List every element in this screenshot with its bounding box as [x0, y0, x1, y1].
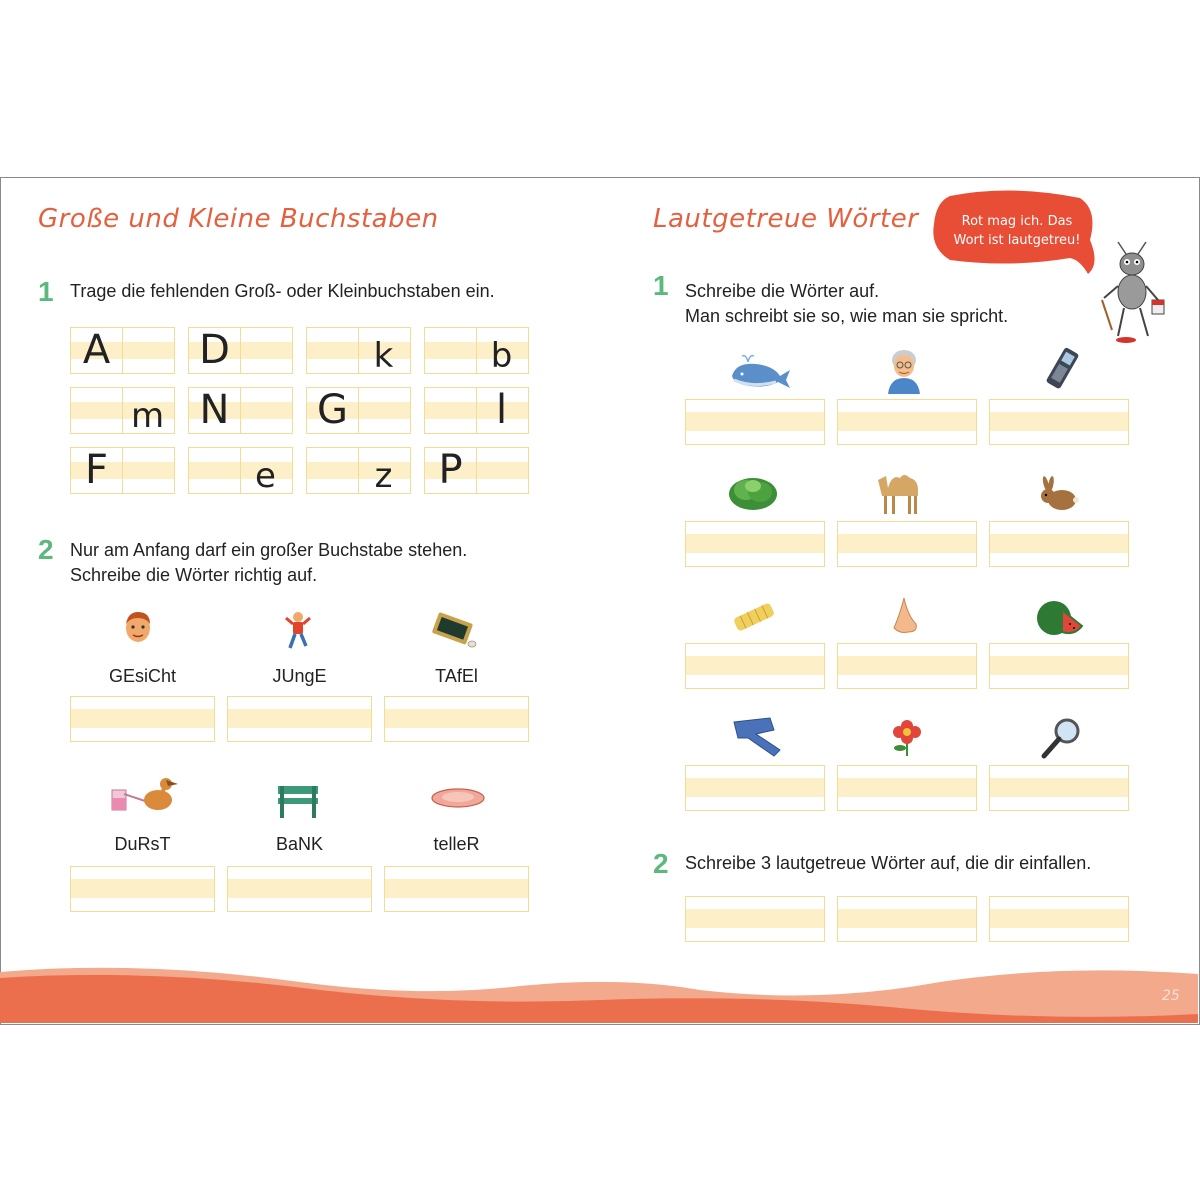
right-task1-line2: Man schreibt sie so, wie man sie spricht.	[685, 306, 1009, 326]
letter-box[interactable]	[424, 327, 529, 374]
letter-box-letter: z	[374, 456, 393, 496]
letter-box-divider	[240, 388, 241, 433]
left-task1-number: 1	[38, 276, 54, 307]
left-task2-number: 2	[38, 534, 54, 565]
word-prompt: JUngE	[272, 666, 327, 686]
right-task2-text: Schreibe 3 lautgetreue Wörter auf, die dir einfallen.	[685, 853, 1092, 873]
letter-box-letter: k	[373, 336, 394, 376]
right-task1-instruction	[685, 279, 1008, 329]
answer-line[interactable]	[837, 399, 977, 445]
right-task2-instruction	[685, 851, 1091, 876]
letter-box-divider	[240, 328, 241, 373]
letter-box-divider	[122, 448, 123, 493]
drinking-bird-icon	[108, 772, 180, 820]
letter-box-letter: F	[84, 447, 108, 493]
answer-line[interactable]	[989, 521, 1129, 567]
melon-icon	[1034, 596, 1084, 640]
answer-line[interactable]	[384, 866, 529, 912]
letter-box-divider	[122, 328, 123, 373]
letter-box-letter: A	[82, 327, 111, 373]
left-task1-instruction	[70, 279, 495, 304]
bubble-line1: Rot mag ich. Das	[961, 214, 1073, 229]
magnifier-icon	[1040, 716, 1082, 760]
word-prompt: DuRsT	[114, 834, 171, 854]
plate-icon	[430, 786, 486, 810]
slate-icon	[430, 612, 478, 650]
jeans-icon	[730, 716, 784, 758]
answer-line[interactable]	[227, 696, 372, 742]
left-task2-instruction	[70, 538, 467, 588]
answer-line[interactable]	[837, 643, 977, 689]
answer-line[interactable]	[227, 866, 372, 912]
answer-line[interactable]	[837, 521, 977, 567]
letter-box-letter: b	[490, 336, 513, 376]
letter-box-letter: m	[130, 396, 165, 436]
letter-box-letter: G	[317, 387, 348, 433]
flower-icon	[888, 718, 926, 758]
left-task2-line1: Nur am Anfang darf ein großer Buchstabe stehen.	[70, 540, 468, 560]
answer-line[interactable]	[384, 696, 529, 742]
letter-box-divider	[358, 388, 359, 433]
whale-icon	[728, 352, 792, 392]
left-task2-line2: Schreibe die Wörter richtig auf.	[70, 565, 318, 585]
phone-icon	[1044, 346, 1080, 392]
word-prompt: BaNK	[275, 834, 324, 854]
right-task1-number: 1	[653, 270, 669, 301]
camel-icon	[872, 466, 928, 516]
answer-line[interactable]	[70, 696, 215, 742]
bench-icon	[274, 782, 322, 820]
left-task1-text: Trage die fehlenden Groß- oder Kleinbuchstaben ein.	[70, 281, 495, 301]
answer-line[interactable]	[837, 896, 977, 942]
answer-line[interactable]	[989, 896, 1129, 942]
right-page-number: 25	[1162, 988, 1180, 1004]
letter-box-divider	[476, 448, 477, 493]
right-page-title: Lautgetreue Wörter	[653, 204, 919, 234]
speech-bubble-text	[938, 212, 1096, 250]
answer-line[interactable]	[989, 643, 1129, 689]
answer-line[interactable]	[685, 896, 825, 942]
grandma-icon	[884, 346, 924, 394]
letter-box[interactable]	[188, 387, 293, 434]
left-page-title: Große und Kleine Buchstaben	[38, 204, 439, 234]
letter-box[interactable]	[306, 387, 411, 434]
letter-box-letter: P	[438, 447, 463, 493]
answer-line[interactable]	[685, 643, 825, 689]
rabbit-icon	[1036, 474, 1082, 514]
answer-line[interactable]	[685, 399, 825, 445]
letter-box[interactable]	[70, 387, 175, 434]
right-task2-number: 2	[653, 848, 669, 879]
letter-box-letter: N	[199, 387, 230, 433]
bottom-wave	[0, 960, 1198, 1023]
boy-icon	[284, 610, 312, 652]
face-icon	[120, 608, 156, 650]
word-prompt: TAfEl	[435, 666, 478, 686]
letter-box[interactable]	[70, 327, 175, 374]
word-prompt: GEsiCht	[108, 666, 177, 686]
nose-icon	[886, 596, 922, 638]
answer-line[interactable]	[837, 765, 977, 811]
word-prompt: telleR	[433, 834, 480, 854]
letter-box[interactable]	[424, 447, 529, 494]
letter-box[interactable]	[306, 327, 411, 374]
ant-painter-icon	[1096, 240, 1168, 350]
letter-box-letter: D	[199, 327, 230, 373]
answer-line[interactable]	[685, 765, 825, 811]
letter-box-letter: e	[255, 456, 276, 496]
answer-line[interactable]	[989, 399, 1129, 445]
right-task1-line1: Schreibe die Wörter auf.	[685, 281, 880, 301]
bubble-line2: Wort ist lautgetreu!	[953, 233, 1081, 248]
answer-line[interactable]	[989, 765, 1129, 811]
lettuce-icon	[726, 470, 780, 512]
pasta-icon	[728, 598, 780, 636]
letter-box[interactable]	[70, 447, 175, 494]
letter-box[interactable]	[424, 387, 529, 434]
letter-box[interactable]	[306, 447, 411, 494]
letter-box[interactable]	[188, 447, 293, 494]
answer-line[interactable]	[70, 866, 215, 912]
letter-box-letter: l	[495, 387, 508, 433]
answer-line[interactable]	[685, 521, 825, 567]
letter-box[interactable]	[188, 327, 293, 374]
